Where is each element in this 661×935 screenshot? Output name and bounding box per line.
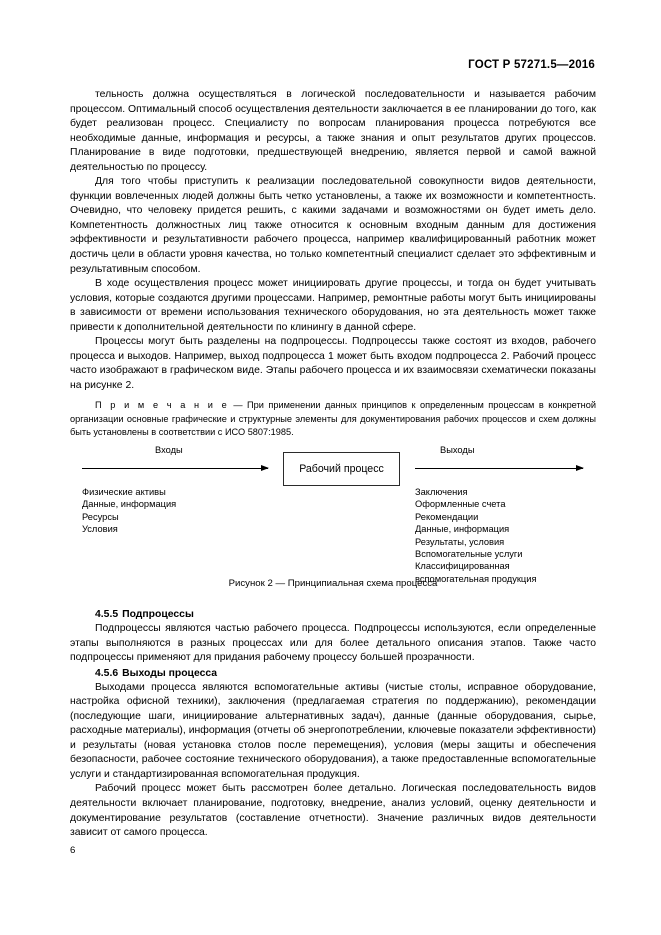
paragraph-3: В ходе осуществления процесс может инициировать другие процессы, и тогда он будет учитывать условия, которые создаются другими процессами. Например, ремонтные работы могут быть инициированы в зависимости от времени использования технического оборудования, но эта деятельность может также привести к дополнительной деятельности по клинингу в данной сфере. <box>70 278 596 333</box>
figure-inputs-list <box>82 486 176 536</box>
paragraph-1: тельность должна осуществляться в логической последовательности и называется рабочим процессом. Оптимальный способ осуществления деятельности заключается в ее планировании до того, как будет реализован процесс. Специалисту по вопросам планирования процесса потребуются все необходимые данные, информация и ресурсы, а также знания и опыт результатов других процессов. Планирование в виде подготовки, предшествующей внедрению, является первой и самой важной деятельностью по процессу. <box>70 89 596 173</box>
list-item: Ресурсы <box>82 511 119 522</box>
list-item: Рекомендации <box>415 511 479 522</box>
section-heading-455 <box>70 607 596 622</box>
process-box: Рабочий процесс <box>283 452 400 486</box>
section-456-paragraph-1: Выходами процесса являются вспомогательные активы (чистые столы, исправное оборудование, настройка офисной техники), заключения (предлагаемая стратегия по поддержанию), рекомендации (последующие шаги, инициирование альтернативных задач), данные (данные оборудования, сырье, расходные материалы), информация (отчеты об энергопотреблении, ключевые показатели эффективности) и результаты (новая установка столов после перемещения), условия (меры защиты и обеспечения безопасности, рабочее состояние технического оборудования), а также предоставленные вспомогательные услуги и стандартизированная вспомогательная продукция. <box>70 681 596 780</box>
list-item: Результаты, условия <box>415 536 505 547</box>
paragraph-4: Процессы могут быть разделены на подпроцессы. Подпроцессы также состоят из входов, рабочего процесса и выходов. Например, выход подпроцесса 1 может быть входом подпроцесса 2. Рабочий процесс часто изображают в графическом виде. Этапы рабочего процесса и их взаимосвязи схематически показаны на рисунке 2. <box>70 336 596 391</box>
note-body-text: — При применении данных принципов к определенным процессам в конкретной организации основные графические и структурные элементы для документирования рабочих процессов и схем должны быть установлены в соответствии с ИСО 5807:1985. <box>70 400 597 437</box>
list-item: Физические активы <box>82 487 166 497</box>
note-lead-label: П р и м е ч а н и е <box>95 400 229 411</box>
list-item: Условия <box>82 524 118 535</box>
arrow-shaft <box>82 468 268 469</box>
list-item: Оформленные счета <box>415 499 506 510</box>
section-title: Выходы процесса <box>122 667 218 679</box>
list-item: Данные, информация <box>82 499 177 510</box>
section-number: 4.5.5 <box>95 609 119 620</box>
section-456-paragraph-2: Рабочий процесс может быть рассмотрен более детально. Логическая последовательность видов деятельности включает планирование, подготовку, внедрение, анализ условий, оценку деятельности и документирование результатов (составление отчетности). Значение различных видов деятельности зависит от самого процесса. <box>70 783 596 839</box>
arrow-shaft <box>415 468 583 469</box>
body-text-block <box>70 88 596 439</box>
note-paragraph <box>70 399 596 438</box>
paragraph-2: Для того чтобы приступить к реализации последовательной совокупности видов деятельности, функции вовлеченных людей должны быть четко установлены, а также их возможности и компетентность. Очевидно, что человеку придется решить, с какими задачами и возможностями он будет иметь дело. Компетентность должностных лиц также относится к основным входным данным для достижения эффективности и результативности рабочего процесса, например квалифицированный работник может достичь цели в области уровня качества, но только компетентный специалист сделает это эффективным и результативным способом. <box>70 176 596 275</box>
list-item: вспомогательная продукция <box>415 573 537 584</box>
figure-outputs-label: Выходы <box>440 445 475 455</box>
section-number: 4.5.6 <box>95 667 119 679</box>
list-item: Классифицированная <box>415 561 510 572</box>
section-title: Подпроцессы <box>122 609 194 620</box>
inputs-arrow <box>82 465 268 472</box>
figure-inputs-label: Входы <box>155 445 183 455</box>
list-item: Данные, информация <box>415 524 510 535</box>
outputs-arrow <box>415 465 583 472</box>
section-heading-456 <box>70 666 596 681</box>
figure-2 <box>70 440 596 595</box>
arrow-head-icon <box>576 465 584 471</box>
list-item: Заключения <box>415 487 468 497</box>
list-item: Вспомогательные услуги <box>415 549 523 560</box>
page-number: 6 <box>70 845 76 856</box>
section-455-paragraph-1: Подпроцессы являются частью рабочего процесса. Подпроцессы используются, если определенные этапы выполняются в разных процессах или для более детального описания этапов. Также часто подпроцессы применяют для придания рабочему процессу большей прозрачности. <box>70 623 596 664</box>
figure-outputs-list <box>415 486 536 585</box>
document-header: ГОСТ Р 57271.5—2016 <box>468 59 595 71</box>
arrow-head-icon <box>261 465 269 471</box>
figure-caption: Рисунок 2 — Принципиальная схема процесса <box>228 578 438 589</box>
sections-block <box>70 607 596 841</box>
